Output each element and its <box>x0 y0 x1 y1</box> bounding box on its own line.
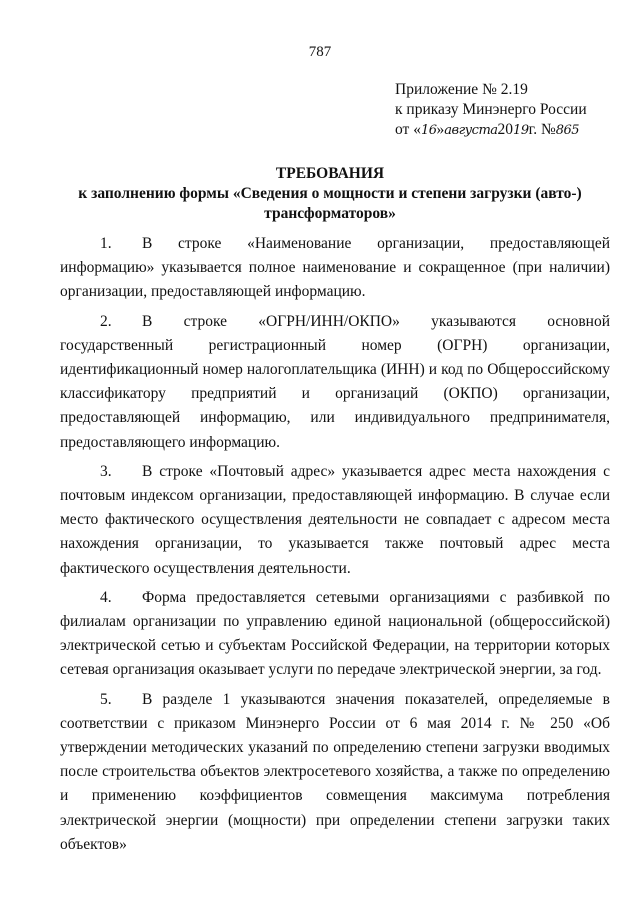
paragraph-number: 4. <box>100 588 112 606</box>
appendix-title: Приложение № 2.19 <box>395 81 528 98</box>
date-sep: » <box>436 121 445 138</box>
appendix-date-line <box>395 120 635 141</box>
date-prefix: от « <box>395 121 421 138</box>
paragraph <box>60 586 610 683</box>
document-body <box>60 232 610 862</box>
number-prefix: г. № <box>528 121 556 138</box>
paragraph-number: 5. <box>100 690 112 708</box>
paragraph <box>60 460 610 581</box>
paragraph-text: Форма предоставляется сетевыми организациями с разбивкой по филиалам организации по управлению единой национальной (общероссийской) электрической сетью и субъектам Российской Федерации, на территории которых сетевая организация оказывает услуги по передаче электрической энергии, за год. <box>60 588 610 679</box>
paragraph-text: В строке «Почтовый адрес» указывается адрес места нахождения с почтовым индексом организации, предоставляющей информацию. В случае если место фактического осуществления деятельности не совпадает с адресом места нахождения организации, то указывается также почтовый адрес места фактического осуществления деятельности. <box>60 462 610 577</box>
paragraph-number: 1. <box>100 235 112 252</box>
paragraph <box>60 310 610 455</box>
page-number: 787 <box>308 44 332 60</box>
paragraph-text: В разделе 1 указываются значения показателей, определяемые в соответствии с приказом Минэнерго России от 6 мая 2014 г. № 250 «Об утверждении методических указаний по определению степени загрузки вводимых после строительства объектов электросетевого хозяйства, а также по определению и применению коэффициентов совмещения максимума потребления электрической энергии (мощности) при определении степени загрузки таких объектов» <box>60 690 610 853</box>
paragraph-text: В строке «Наименование организации, предоставляющей информацию» указывается полное наименование и сокращенное (при наличии) организации, предоставляющей информацию. <box>60 235 610 301</box>
heading-title: ТРЕБОВАНИЯ <box>275 165 385 182</box>
heading-subtitle: к заполнению формы «Сведения о мощности и степени загрузки (авто-) трансформаторов» <box>78 185 582 222</box>
document-heading <box>60 164 600 224</box>
paragraph <box>60 688 610 857</box>
appendix-order-ref: к приказу Минэнерго России <box>395 101 587 118</box>
handwritten-day: 16 <box>420 123 437 138</box>
paragraph-text: В строке «ОГРН/ИНН/ОКПО» указываются основной государственный регистрационный номер (ОГРН) организации, идентификационный номер налогоплательщика (ИНН) и код по Общероссийскому классификатору предприятий и организаций (ОКПО) организации, предоставляющей информацию, или индивидуального предпринимателя, предоставляющего информацию. <box>60 312 610 451</box>
year-prefix: 20 <box>497 121 514 138</box>
paragraph-number: 3. <box>100 462 112 480</box>
handwritten-number: 865 <box>555 123 580 138</box>
handwritten-month: августа <box>444 123 498 138</box>
paragraph <box>60 232 610 305</box>
handwritten-year: 19 <box>513 123 529 138</box>
paragraph-number: 2. <box>100 312 112 330</box>
appendix-block <box>395 80 635 141</box>
